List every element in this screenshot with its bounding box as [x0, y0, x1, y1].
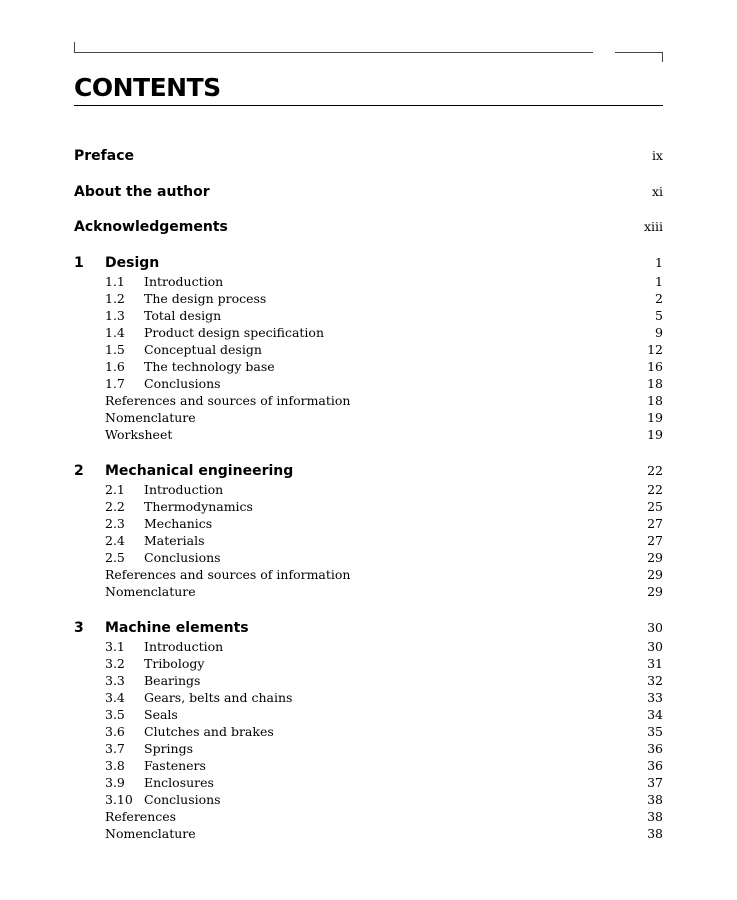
section-title: Total design [144, 307, 222, 323]
extra-title: References and sources of information [105, 566, 351, 582]
toc-section-row[interactable] [74, 481, 663, 498]
section-title: Materials [144, 532, 205, 548]
toc-section-row[interactable] [74, 358, 663, 375]
toc-section-row[interactable] [74, 532, 663, 549]
section-number: 1.7 [105, 375, 125, 391]
section-title: Conclusions [144, 791, 221, 807]
section-title: Conceptual design [144, 341, 262, 357]
toc-chapter-heading[interactable] [74, 618, 663, 638]
section-title: Fasteners [144, 757, 206, 773]
section-number: 2.3 [105, 515, 125, 531]
toc-chapter [74, 618, 663, 842]
chapter-title: Design [105, 254, 160, 271]
title-rule [74, 105, 663, 106]
section-number: 3.5 [105, 706, 125, 722]
toc-page-number: 9 [655, 324, 663, 340]
toc-page-number: 19 [647, 409, 663, 425]
section-title: Product design specification [144, 324, 324, 340]
section-title: Enclosures [144, 774, 214, 790]
toc-section-row[interactable] [74, 655, 663, 672]
toc-section-row[interactable] [74, 341, 663, 358]
toc-section-row[interactable] [74, 515, 663, 532]
toc-section-row[interactable] [74, 757, 663, 774]
toc-page-number: 12 [647, 341, 663, 357]
toc-section-row[interactable] [74, 638, 663, 655]
toc-section-row[interactable] [74, 549, 663, 566]
toc-page-number: 30 [647, 619, 663, 635]
chapter-number: 1 [74, 254, 84, 271]
extra-title: Worksheet [105, 426, 173, 442]
toc-chapter [74, 461, 663, 600]
section-number: 3.9 [105, 774, 125, 790]
toc-extra-row[interactable] [74, 409, 663, 426]
section-number: 3.3 [105, 672, 125, 688]
section-number: 3.4 [105, 689, 125, 705]
toc-section-row[interactable] [74, 324, 663, 341]
toc-section-row[interactable] [74, 774, 663, 791]
section-title: Gears, belts and chains [144, 689, 293, 705]
toc-page-number: 5 [655, 307, 663, 323]
section-number: 1.3 [105, 307, 125, 323]
section-number: 3.10 [105, 791, 133, 807]
section-title: Introduction [144, 481, 224, 497]
toc-extra-row[interactable] [74, 808, 663, 825]
toc-page-number: 27 [647, 532, 663, 548]
toc-page-number: xi [651, 183, 663, 199]
extra-title: Nomenclature [105, 825, 196, 841]
toc-page-number: 34 [647, 706, 663, 722]
toc-page-number: 1 [655, 254, 663, 270]
chapter-title: Mechanical engineering [105, 462, 294, 479]
toc-page-number: 38 [647, 791, 663, 807]
toc-page-number: 32 [647, 672, 663, 688]
chapter-title: Machine elements [105, 619, 249, 636]
toc-extra-row[interactable] [74, 825, 663, 842]
toc-front-entry[interactable] [74, 182, 663, 202]
toc-front-title: Preface [74, 148, 134, 164]
toc-section-row[interactable] [74, 498, 663, 515]
toc-page-number: ix [651, 148, 663, 163]
toc-section-row[interactable] [74, 273, 663, 290]
crop-mark-left [74, 42, 593, 53]
toc-page-number: 29 [647, 566, 663, 582]
section-number: 3.8 [105, 757, 125, 773]
toc-section-row[interactable] [74, 689, 663, 706]
section-title: Thermodynamics [144, 498, 253, 514]
section-number: 2.2 [105, 498, 125, 514]
page-title: CONTENTS [74, 73, 221, 102]
section-title: Tribology [144, 655, 205, 671]
section-title: Introduction [144, 273, 224, 289]
section-number: 2.4 [105, 532, 125, 548]
toc-chapter-heading[interactable] [74, 461, 663, 481]
section-number: 1.5 [105, 341, 125, 357]
toc-extra-row[interactable] [74, 392, 663, 409]
section-title: Mechanics [144, 515, 213, 531]
toc-page-number: 30 [647, 638, 663, 654]
section-title: Seals [144, 706, 178, 722]
toc-chapter [74, 253, 663, 443]
toc-page-number: 38 [647, 808, 663, 824]
toc-page-number: 22 [647, 462, 663, 478]
toc-section-row[interactable] [74, 375, 663, 392]
section-number: 3.6 [105, 723, 125, 739]
extra-title: Nomenclature [105, 409, 196, 425]
toc-page-number: 29 [647, 549, 663, 565]
section-number: 2.5 [105, 549, 125, 565]
section-number: 1.4 [105, 324, 125, 340]
extra-title: References [105, 808, 177, 824]
toc-page-number: 31 [647, 655, 663, 671]
section-title: The technology base [144, 358, 275, 374]
toc-page-number: 1 [655, 273, 663, 289]
toc-front-title: Acknowledgements [74, 219, 228, 235]
toc-page-number: 29 [647, 583, 663, 599]
toc-extra-row[interactable] [74, 583, 663, 600]
toc-front-entry[interactable] [74, 146, 663, 166]
toc-page-number: 27 [647, 515, 663, 531]
toc-page-number: 37 [647, 774, 663, 790]
section-title: Springs [144, 740, 194, 756]
chapter-number: 3 [74, 619, 84, 636]
crop-mark-right [615, 52, 663, 62]
toc-page-number: 19 [647, 426, 663, 442]
toc-section-row[interactable] [74, 672, 663, 689]
toc-page-number: 35 [647, 723, 663, 739]
toc-section-row[interactable] [74, 307, 663, 324]
toc-page-number: 16 [647, 358, 663, 374]
section-title: Introduction [144, 638, 224, 654]
section-number: 3.1 [105, 638, 125, 654]
toc-page-number: 2 [655, 290, 663, 306]
toc-front-title: About the author [74, 183, 210, 200]
toc-front-entry[interactable] [74, 217, 663, 237]
toc-page-number: xiii [643, 219, 663, 234]
toc-page-number: 18 [647, 392, 663, 408]
section-title: The design process [144, 290, 267, 306]
extra-title: References and sources of information [105, 392, 351, 408]
toc-page-number: 36 [647, 740, 663, 756]
toc-extra-row[interactable] [74, 566, 663, 583]
toc-page-number: 33 [647, 689, 663, 705]
section-number: 3.7 [105, 740, 125, 756]
section-title: Conclusions [144, 375, 221, 391]
toc-section-row[interactable] [74, 740, 663, 757]
section-number: 1.6 [105, 358, 125, 374]
section-title: Conclusions [144, 549, 221, 565]
toc-section-row[interactable] [74, 706, 663, 723]
toc-page-number: 18 [647, 375, 663, 391]
toc-page-number: 22 [647, 481, 663, 497]
toc-page-number: 36 [647, 757, 663, 773]
section-number: 2.1 [105, 481, 125, 497]
table-of-contents [74, 146, 663, 860]
section-number: 1.1 [105, 273, 125, 289]
toc-section-row[interactable] [74, 791, 663, 808]
section-number: 3.2 [105, 655, 125, 671]
section-number: 1.2 [105, 290, 125, 306]
chapter-number: 2 [74, 462, 84, 479]
section-title: Bearings [144, 672, 201, 688]
extra-title: Nomenclature [105, 583, 196, 599]
toc-section-row[interactable] [74, 723, 663, 740]
toc-extra-row[interactable] [74, 426, 663, 443]
toc-section-row[interactable] [74, 290, 663, 307]
toc-page-number: 25 [647, 498, 663, 514]
toc-chapter-heading[interactable] [74, 253, 663, 273]
toc-page-number: 38 [647, 825, 663, 841]
section-title: Clutches and brakes [144, 723, 274, 739]
